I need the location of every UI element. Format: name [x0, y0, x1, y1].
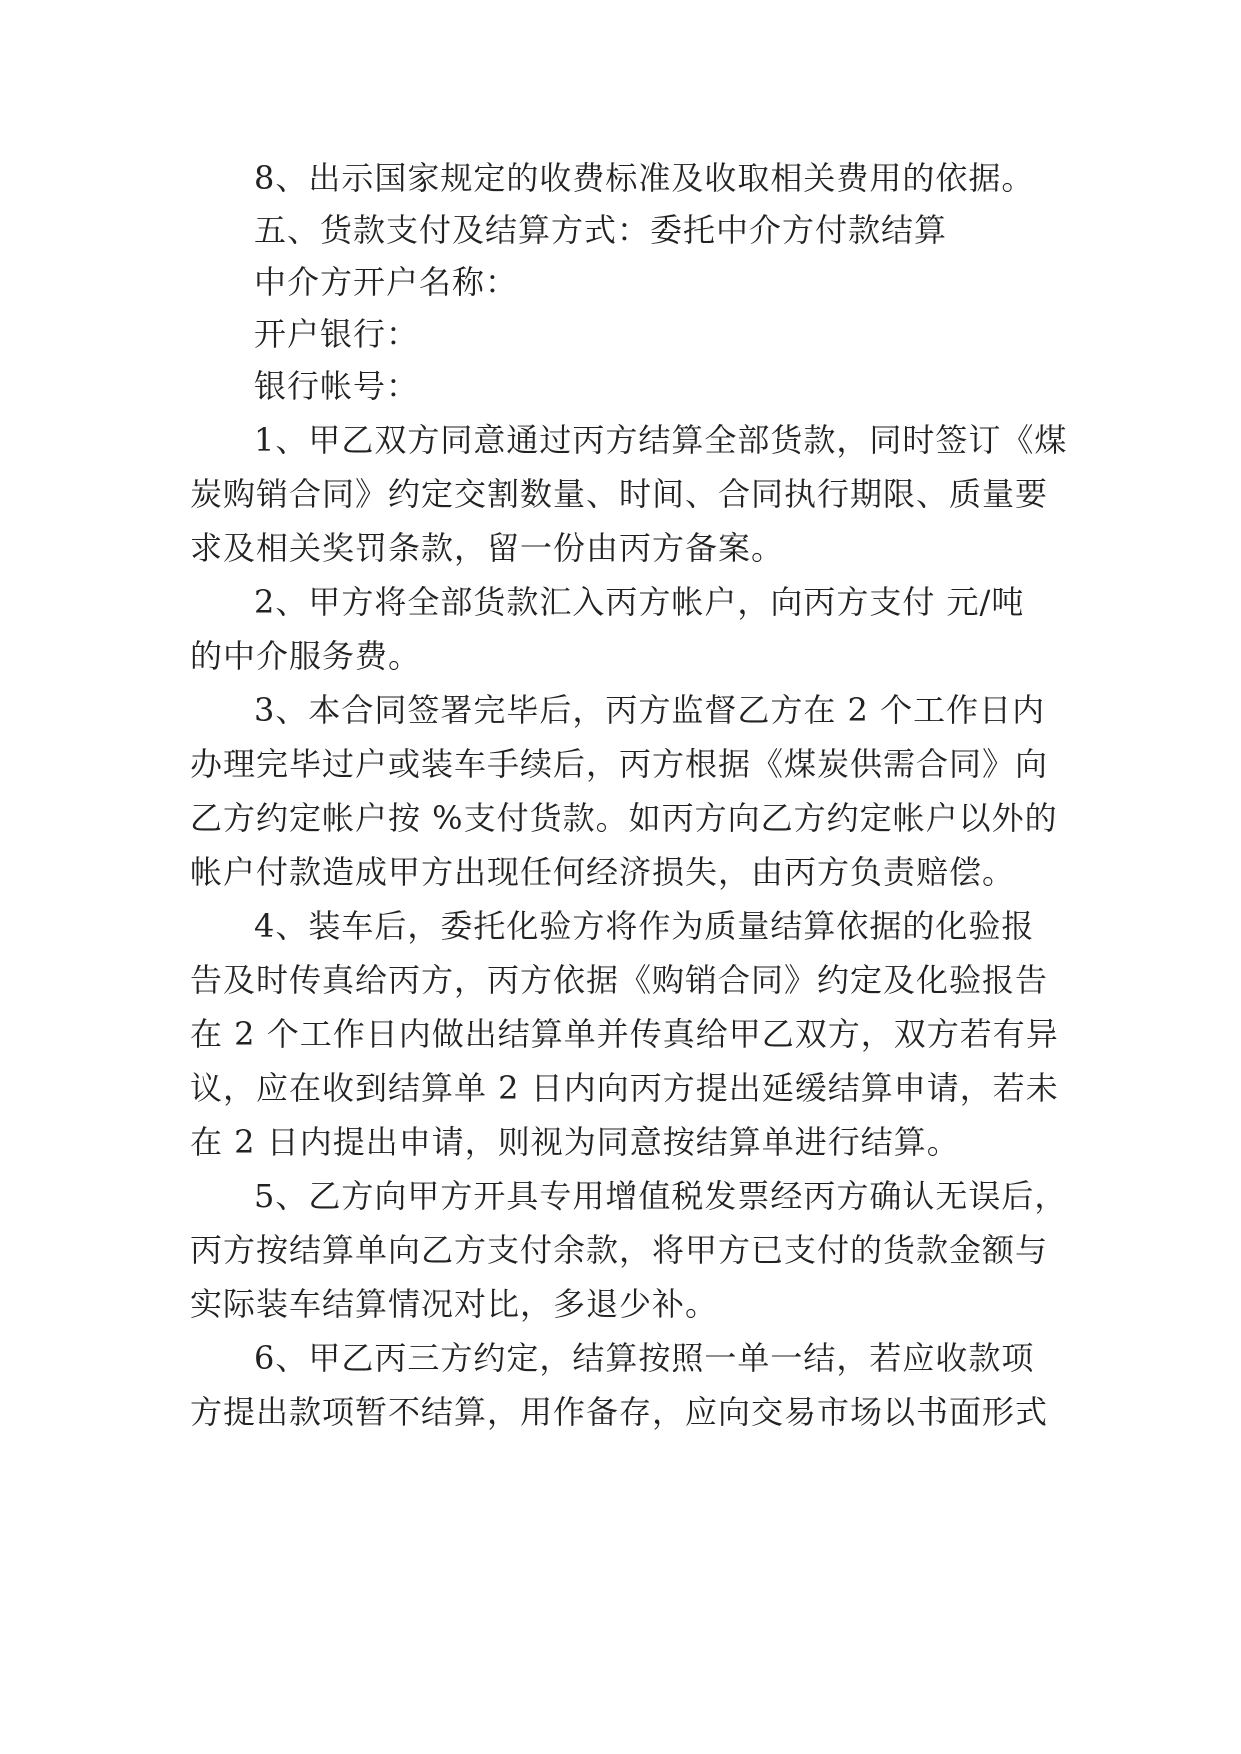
- clause-4-line-5: 在 2 日内提出申请，则视为同意按结算单进行结算。: [190, 1123, 960, 1161]
- item-8-line: 8、出示国家规定的收费标准及收取相关费用的依据。: [254, 159, 1035, 197]
- clause-2-line-2: 的中介服务费。: [190, 637, 422, 675]
- clause-3-line-2: 办理完毕过户或装车手续后，丙方根据《煤炭供需合同》向: [190, 745, 1049, 783]
- clause-4-line-2: 告及时传真给丙方，丙方依据《购销合同》约定及化验报告: [190, 961, 1049, 999]
- clause-5-line-1: 5、乙方向甲方开具专用增值税发票经丙方确认无误后，: [254, 1177, 1068, 1215]
- clause-1-line-1: 1、甲乙双方同意通过丙方结算全部货款，同时签订《煤: [254, 421, 1068, 459]
- clause-1-line-2: 炭购销合同》约定交割数量、时间、合同执行期限、质量要: [190, 475, 1049, 513]
- account-name-line: 中介方开户名称：: [254, 263, 519, 301]
- clause-2-line-1: 2、甲方将全部货款汇入丙方帐户，向丙方支付 元/吨: [254, 583, 1025, 621]
- clause-4-line-4: 议，应在收到结算单 2 日内向丙方提出延缓结算申请，若未: [190, 1069, 1059, 1107]
- clause-3-line-4: 帐户付款造成甲方出现任何经济损失，由丙方负责赔偿。: [190, 853, 1016, 891]
- clause-1-line-3: 求及相关奖罚条款，留一份由丙方备案。: [190, 529, 785, 567]
- section-five-heading: 五、货款支付及结算方式：委托中介方付款结算: [254, 211, 948, 249]
- clause-6-line-1: 6、甲乙丙三方约定，结算按照一单一结，若应收款项: [254, 1339, 1035, 1377]
- clause-4-line-3: 在 2 个工作日内做出结算单并传真给甲乙双方，双方若有异: [190, 1015, 1059, 1053]
- bank-line: 开户银行：: [254, 315, 420, 353]
- clause-5-line-2: 丙方按结算单向乙方支付余款，将甲方已支付的货款金额与: [190, 1231, 1049, 1269]
- account-number-line: 银行帐号：: [254, 367, 420, 405]
- clause-5-line-3: 实际装车结算情况对比，多退少补。: [190, 1285, 719, 1323]
- clause-4-line-1: 4、装车后，委托化验方将作为质量结算依据的化验报: [254, 907, 1035, 945]
- clause-3-line-3: 乙方约定帐户按 %支付货款。如丙方向乙方约定帐户以外的: [190, 799, 1058, 837]
- clause-6-line-2: 方提出款项暂不结算，用作备存，应向交易市场以书面形式: [190, 1393, 1049, 1431]
- clause-3-line-1: 3、本合同签署完毕后，丙方监督乙方在 2 个工作日内: [254, 691, 1046, 729]
